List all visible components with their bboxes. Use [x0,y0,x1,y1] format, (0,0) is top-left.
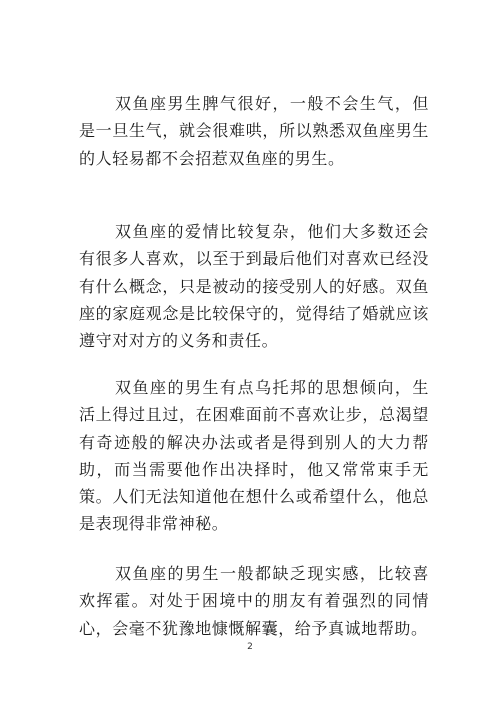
paragraph-1: 双鱼座男生脾气很好，一般不会生气，但是一旦生气，就会很难哄，所以熟悉双鱼座男生的人轻易都不会招惹双鱼座的男生。 [79,94,429,168]
paragraph-2: 双鱼座的爱情比较复杂，他们大多数还会有很多人喜欢，以至于到最后他们对喜欢已经没有什么概念，只是被动的接受别人的好感。双鱼座的家庭观念是比较保守的，觉得结了婚就应该遵守对对方的义务和责任。 [79,222,429,351]
paragraph-3: 双鱼座的男生有点乌托邦的思想倾向，生活上得过且过，在困难面前不喜欢让步，总渴望有奇迹般的解决办法或者是得到别人的大力帮助，而当需要他作出决择时，他又常常束手无策。人们无法知道他在想什么或希望什么，他总是表现得非常神秘。 [79,378,429,534]
page-number: 2 [247,642,253,652]
paragraph-4: 双鱼座的男生一般都缺乏现实感，比较喜欢挥霍。对处于困境中的朋友有着强烈的同情心，会毫不犹豫地慷慨解囊，给予真诚地帮助。 [79,564,429,638]
